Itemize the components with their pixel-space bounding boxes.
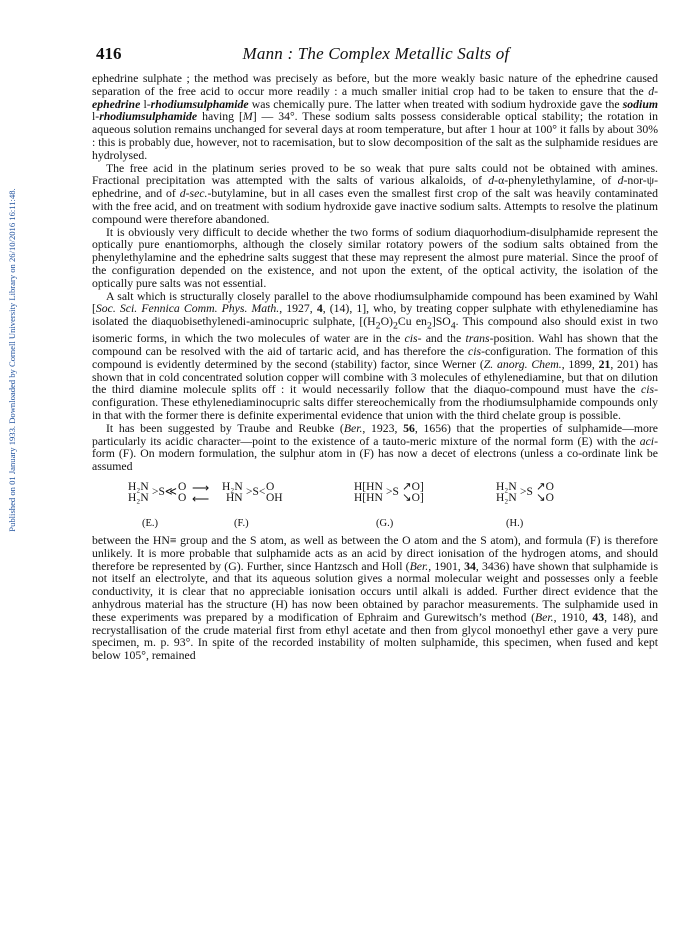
label-e: (E.) <box>142 518 159 530</box>
paragraph-2: The free acid in the platinum series proved to be so weak that pure salts could not be obtained with amines. Fractional precipitation was attempted with the salts of various alkaloids, of d-α-phenylethylamine, of d-nor-ψ-ephedrine, and of d-sec.-butylamine, but in all cases even the smallest first crop of the salt was heavily contaminated with the free acid, and on treatment with sodium hydroxide gave inactive sodium salts. Attempts to resolve the platinum compound were therefore abandoned. <box>92 161 658 226</box>
article-body <box>92 73 658 663</box>
label-f: (F.) <box>234 518 249 530</box>
publication-sidebar-note: Published on 01 January 1933. Downloaded by Cornell University Library on 26/10/2016 16:11:48. <box>7 188 17 532</box>
arrow-right: ⟶ <box>192 481 210 496</box>
paragraph-5: It has been suggested by Traube and Reubke (Ber., 1923, 56, 1656) that the properties of sulphamide—more particularly its acidic character—point to the existence of a tauto-meric mixture of the normal form (E) with the aci-form (F). On modern formulation, the sulphur atom in (F) has now a decet of electrons (unless a co-ordinate link be assumed <box>92 421 658 474</box>
paragraph-1: ephedrine sulphate ; the method was precisely as before, but the more weakly basic nature of the ephedrine caused separation of the free acid to occur more readily : a much smaller initial crop had to be taken to ensure that the d-ephedrine l-rhodiumsulphamide was chemically pure. The latter when treated with sodium hydroxide gave the sodium l-rhodiumsulphamide having [M] — 34°. These sodium salts possess considerable optical stability; the rotation in aqueous solution remains unchanged for several days at room temperature, but after 1 hour at 100° it falls by about 30% : this is probably due, however, not to racemisation, but to slow decomposition of the salt as the sulphamide residues are hydrolysed. <box>92 72 658 162</box>
label-h: (H.) <box>506 518 524 530</box>
structural-formulas: H₂N H₂N >S≪ O O ⟶ ⟵ H₂N HN >S< O OH H[HN H[HN >S ↗O] ↘O] H₂N H₂N >S ↗O ↘O (E.) (F.) (G.) (H.) <box>128 481 554 530</box>
label-g: (G.) <box>376 518 394 530</box>
paragraph-4: A salt which is structurally closely parallel to the above rhodiumsulphamide compound has been examined by Wahl [Soc. Sci. Fennica Comm. Phys. Math., 1927, 4, (14), 1], who, by treating copper sulphate with ethylenediamine has isolated the diaquobisethylenedi-aminocupric sulphate, [$(H_2O)_2Cu$ $en_2]SO_4$. This compound also should exist in two isomeric forms, in which the two molecules of water are in the cis- and the trans-position. Wahl has shown that the compound can be resolved with the aid of tartaric acid, and has therefore the cis-configuration. The formation of this compound is evidently determined by the second (stability) factor, since Werner (Z. anorg. Chem., 1899, 21, 201) has shown that in cold concentrated solution copper will combine with 3 molecules of ethylenediamine, but that on dilution the third diamine molecule splits off : it would necessarily follow that the diaquo-compound must have the cis-configuration. These ethylenediaminocupric salts differ stereochemically from the rhodiumsulphamide compounds only in that with the former there is definite experimental evidence that union with the third chelate group is possible. <box>92 289 659 423</box>
page-header <box>96 44 656 66</box>
paragraph-3: It is obviously very difficult to decide whether the two forms of sodium diaquorhodium-disulphamide represent the optically pure enantiomorphs, although the closely similar rotatory powers of the sodium salts obtained from the phenylethylamine and the ephedrine salts suggest that these may represent the almost pure material. Since the proof of the configuration depended on the existence, and not upon the extent, of the optical activity, the isolation of the optically pure salts was not essential. <box>92 225 658 290</box>
running-title: Mann : The Complex Metallic Salts of <box>242 44 510 63</box>
paragraph-6: between the HN≡ group and the S atom, as well as between the O atom and the S atom), and formula (F) is therefore unlikely. It is more probable that sulphamide acts as an acid by direct ionisation of the hydrogen atoms, and should therefore be represented by (G). Further, since Hantzsch and Holl (Ber., 1901, 34, 3436) have shown that sulphamide is not itself an electrolyte, and that its aqueous solution gives a normal molecular weight and possesses only a feeble conductivity, it is clear that no appreciable ionisation occurs until alkali is added. Further direct evidence that the anhydrous material has the structure (H) has now been obtained by parachor measurements. The sulphamide used in these experiments was prepared by a modification of Ephraim and Gurewitsch’s method (Ber., 1910, 43, 148), and recrystallisation of the crude material first from ethyl acetate and then from glycol monoethyl ether gave a very pure specimen, m. p. 93°. In spite of the recorded instability of molten sulphamide, this specimen, when fused and kept below 105°, remained <box>92 534 659 663</box>
arrow-left: ⟵ <box>192 492 210 507</box>
page-number: 416 <box>96 44 122 63</box>
